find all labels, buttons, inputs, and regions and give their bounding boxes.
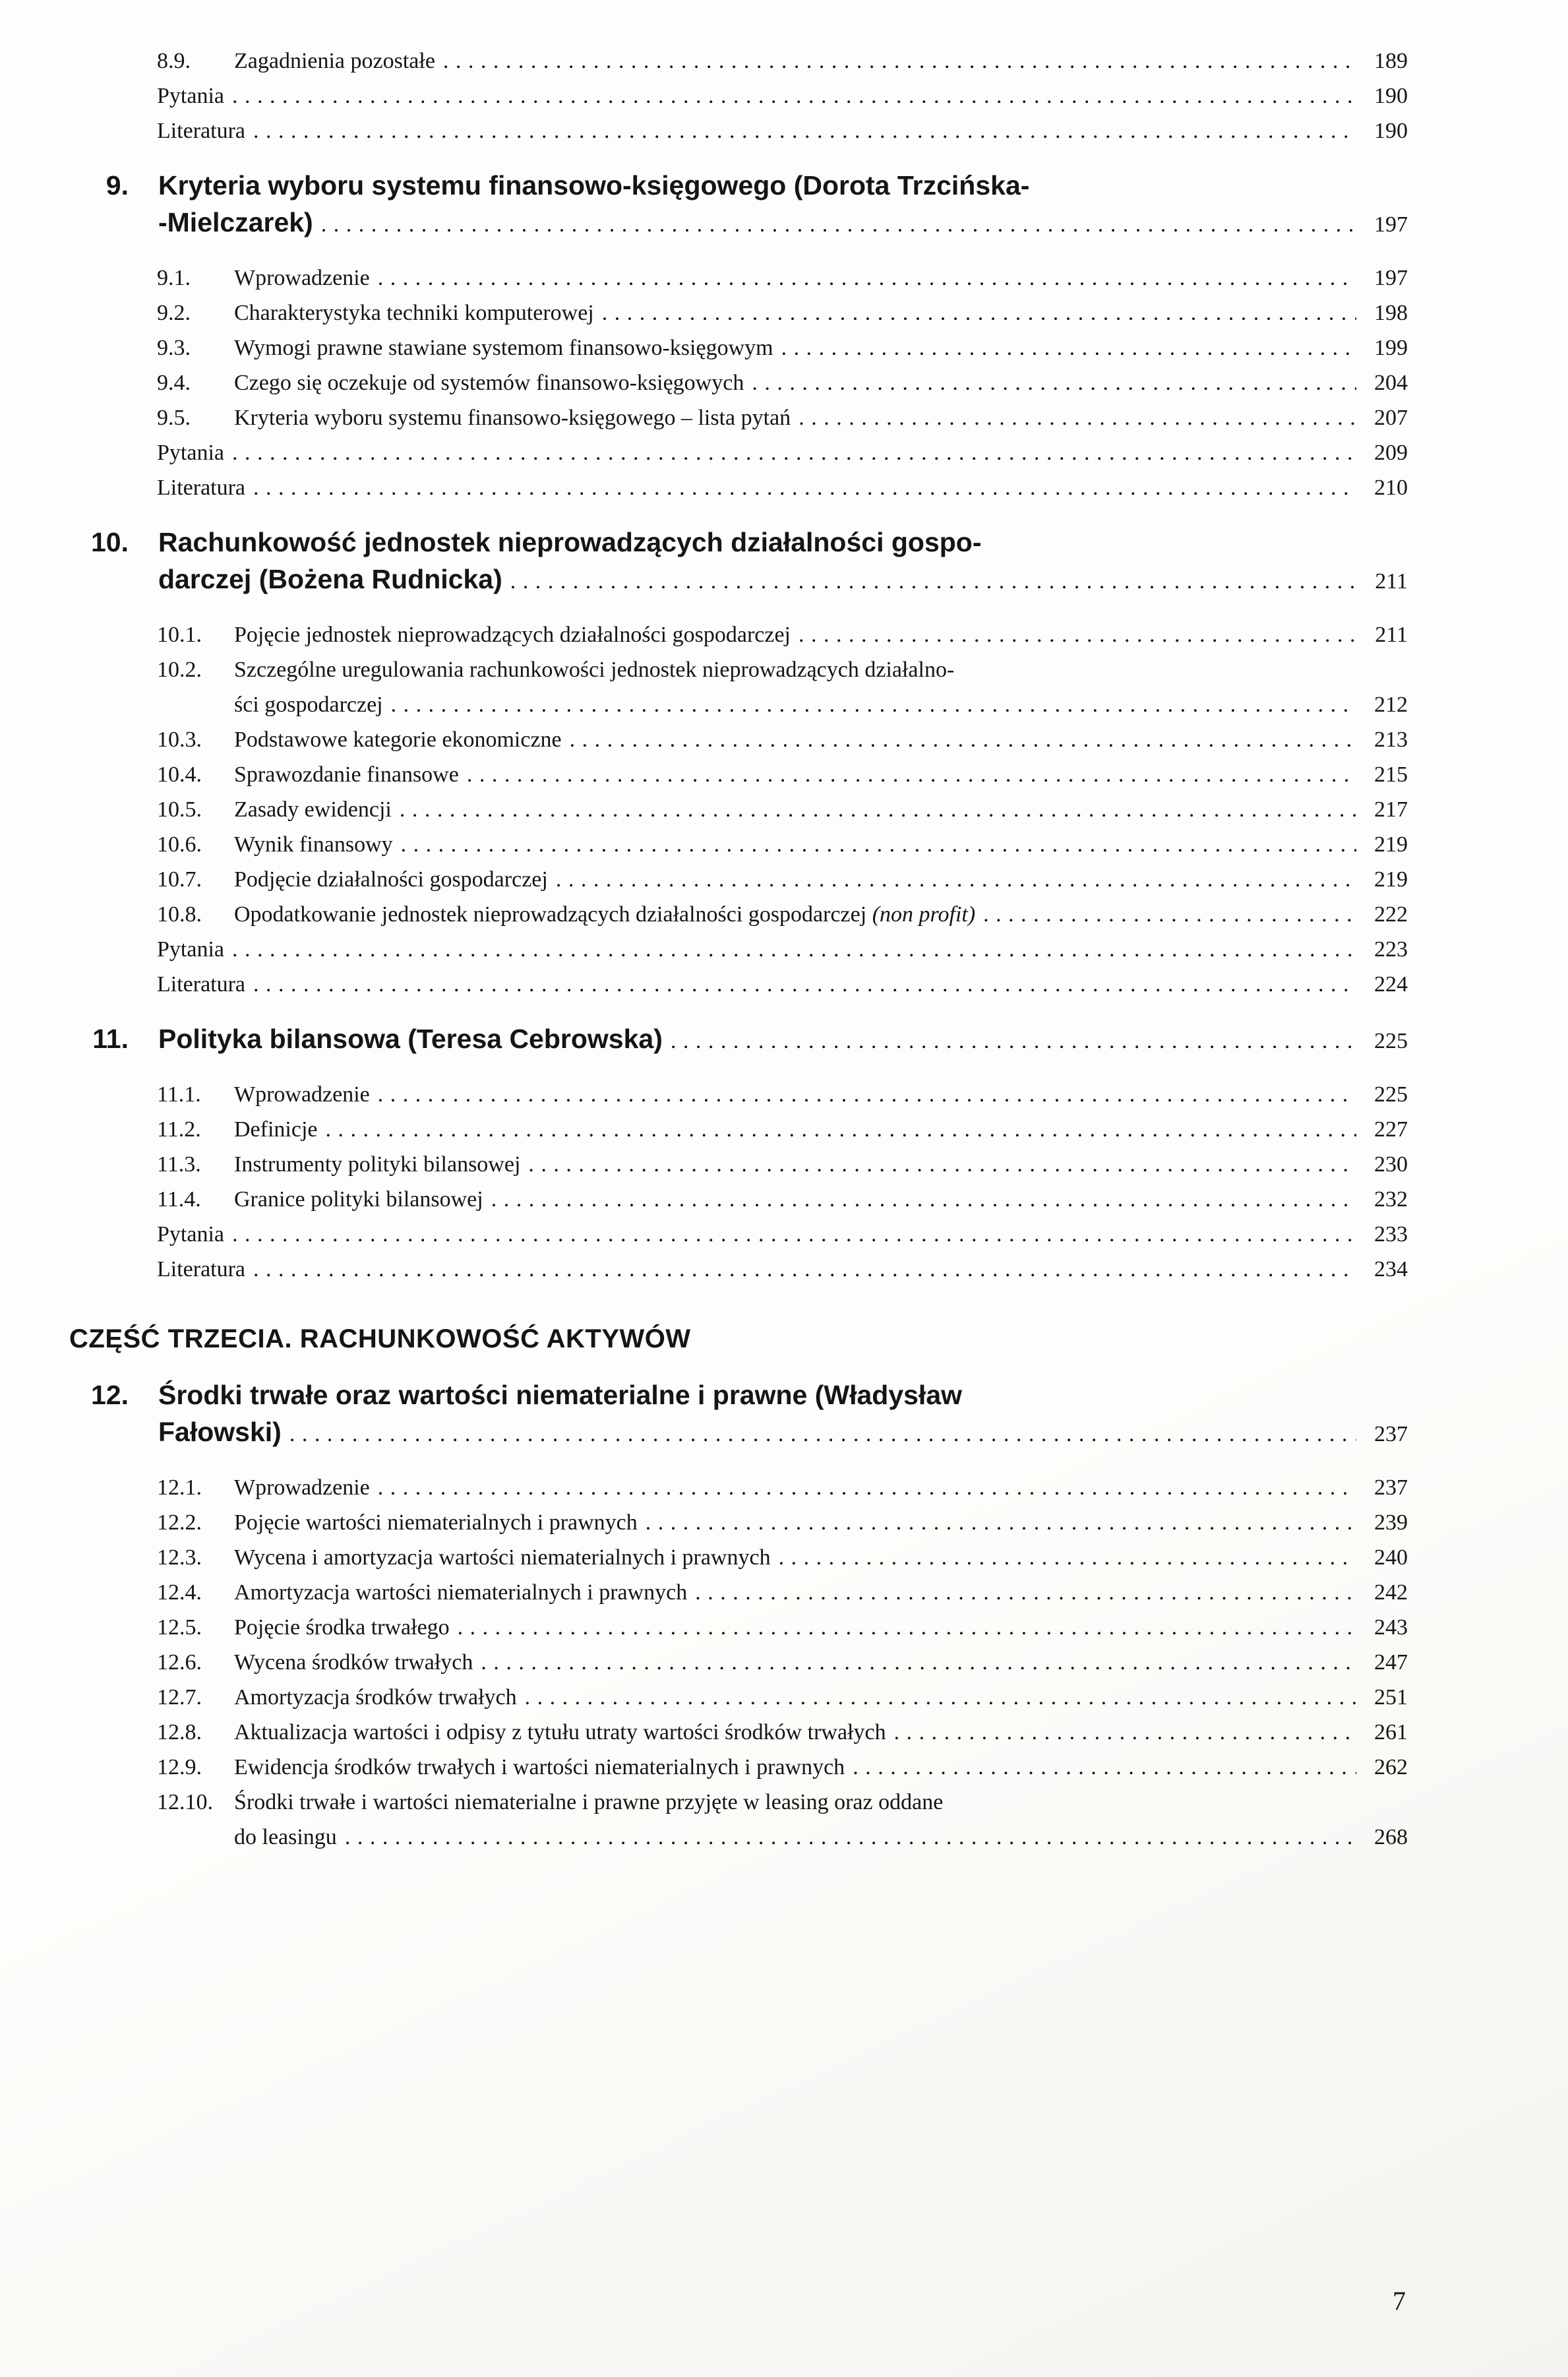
toc-line xyxy=(157,652,1408,687)
entry-title: Pytania xyxy=(157,937,224,962)
entry-page-number: 232 xyxy=(1374,1187,1408,1212)
entry-title: Wprowadzenie xyxy=(234,266,370,290)
entry-page-number: 204 xyxy=(1374,371,1408,395)
entry-title: Kryteria wyboru systemu finansowo-księgowego (Dorota Trzcińska- xyxy=(158,170,1030,201)
entry-title: Wycena środków trwałych xyxy=(234,1650,473,1675)
toc-item-entry xyxy=(157,932,1408,967)
entry-number: 10.5. xyxy=(157,797,202,822)
entry-title: Pojęcie jednostek nieprowadzących działalności gospodarczej xyxy=(234,623,791,647)
toc-line xyxy=(157,1182,1408,1217)
toc-line xyxy=(157,617,1408,652)
entry-page-number: 240 xyxy=(1374,1545,1408,1570)
dot-leader xyxy=(232,932,1356,967)
dot-leader xyxy=(253,113,1356,148)
table-of-contents xyxy=(0,44,1568,1855)
dot-leader xyxy=(481,1645,1356,1680)
entry-title: Kryteria wyboru systemu finansowo-księgowego – lista pytań xyxy=(234,406,791,430)
entry-number: 12. xyxy=(91,1380,129,1410)
toc-chapter-entry xyxy=(69,1020,1408,1060)
entry-title: Środki trwałe oraz wartości niematerialne i prawne (Władysław xyxy=(158,1380,963,1410)
entry-title: Instrumenty polityki bilansowej xyxy=(234,1152,521,1177)
entry-number: 10.3. xyxy=(157,727,202,752)
entry-number: 10.8. xyxy=(157,902,202,927)
entry-title: Zagadnienia pozostałe xyxy=(234,49,435,73)
toc-item-entry xyxy=(157,435,1408,470)
entry-title: ści gospodarczej xyxy=(234,693,383,717)
toc-item-entry xyxy=(157,1785,1408,1855)
entry-title: Literatura xyxy=(157,119,246,143)
entry-number: 10.1. xyxy=(157,623,202,647)
entry-page-number: 199 xyxy=(1374,336,1408,360)
toc-line xyxy=(157,792,1408,827)
entry-page-number: 225 xyxy=(1374,1029,1408,1053)
entry-title: Granice polityki bilansowej xyxy=(234,1187,483,1212)
entry-number: 9.3. xyxy=(157,336,191,360)
toc-chapter-entry xyxy=(69,1376,1408,1453)
dot-leader xyxy=(799,400,1356,435)
dot-leader xyxy=(401,827,1356,862)
dot-leader xyxy=(378,1470,1356,1505)
entry-page-number: 251 xyxy=(1374,1685,1408,1710)
entry-title: Wynik finansowy xyxy=(234,832,393,857)
toc-line xyxy=(69,167,1408,204)
toc-line xyxy=(157,757,1408,792)
toc-item-entry xyxy=(157,1470,1408,1505)
toc-item-entry xyxy=(157,1112,1408,1147)
toc-line xyxy=(157,687,1408,722)
entry-page-number: 207 xyxy=(1374,406,1408,430)
entry-title: Fałowski) xyxy=(158,1417,282,1447)
entry-number: 10. xyxy=(91,527,129,557)
toc-line xyxy=(157,1785,1408,1820)
entry-title: Środki trwałe i wartości niematerialne i prawne przyjęte w leasing oraz oddane xyxy=(234,1790,944,1814)
toc-item-entry xyxy=(157,1505,1408,1540)
dot-leader xyxy=(781,330,1356,365)
dot-leader xyxy=(525,1680,1356,1715)
entry-page-number: 213 xyxy=(1374,727,1408,752)
entry-title: Charakterystyka techniki komputerowej xyxy=(234,301,594,325)
entry-title: Literatura xyxy=(157,1257,246,1281)
toc-item-entry xyxy=(157,897,1408,932)
dot-leader xyxy=(378,261,1356,295)
entry-title: Pytania xyxy=(157,441,224,465)
entry-number: 9.1. xyxy=(157,266,191,290)
entry-page-number: 211 xyxy=(1375,569,1408,594)
toc-line xyxy=(157,722,1408,757)
toc-line xyxy=(69,524,1408,561)
entry-page-number: 268 xyxy=(1374,1825,1408,1849)
toc-line xyxy=(157,295,1408,330)
dot-leader xyxy=(345,1820,1356,1855)
toc-item-entry xyxy=(157,1540,1408,1575)
entry-title: do leasingu xyxy=(234,1825,337,1849)
dot-leader xyxy=(253,1252,1356,1287)
entry-page-number: 211 xyxy=(1375,623,1408,647)
dot-leader xyxy=(232,1217,1356,1252)
dot-leader xyxy=(853,1750,1356,1785)
entry-title: Rachunkowość jednostek nieprowadzących działalności gospo- xyxy=(158,527,982,557)
entry-number: 12.4. xyxy=(157,1580,202,1605)
dot-leader xyxy=(232,78,1356,113)
entry-page-number: 242 xyxy=(1374,1580,1408,1605)
toc-line xyxy=(157,827,1408,862)
dot-leader xyxy=(232,435,1356,470)
entry-title: Wprowadzenie xyxy=(234,1475,370,1500)
entry-title: Podjęcie działalności gospodarczej xyxy=(234,867,548,892)
entry-page-number: 243 xyxy=(1374,1615,1408,1640)
dot-leader xyxy=(779,1540,1356,1575)
toc-line xyxy=(157,897,1408,932)
entry-number: 12.5. xyxy=(157,1615,202,1640)
toc-line xyxy=(69,1020,1408,1060)
toc-line xyxy=(157,1540,1408,1575)
toc-item-entry xyxy=(157,44,1408,78)
toc-item-entry xyxy=(157,862,1408,897)
entry-title: Szczególne uregulowania rachunkowości jednostek nieprowadzących działalno- xyxy=(234,658,955,682)
toc-line xyxy=(157,435,1408,470)
dot-leader xyxy=(253,967,1356,1002)
dot-leader xyxy=(378,1077,1356,1112)
entry-page-number: 189 xyxy=(1374,49,1408,73)
entry-page-number: 247 xyxy=(1374,1650,1408,1675)
toc-item-entry xyxy=(157,792,1408,827)
dot-leader xyxy=(983,897,1356,932)
entry-number: 12.2. xyxy=(157,1510,202,1535)
toc-line xyxy=(69,1413,1408,1453)
entry-number: 10.2. xyxy=(157,658,202,682)
toc-chapter-entry xyxy=(69,167,1408,243)
toc-line xyxy=(69,204,1408,243)
dot-leader xyxy=(326,1112,1357,1147)
entry-number: 9.4. xyxy=(157,371,191,395)
entry-title: Czego się oczekuje od systemów finansowo-księgowych xyxy=(234,371,744,395)
entry-title: Pojęcie wartości niematerialnych i prawnych xyxy=(234,1510,638,1535)
entry-page-number: 224 xyxy=(1374,972,1408,997)
entry-title: Amortyzacja środków trwałych xyxy=(234,1685,517,1710)
toc-line xyxy=(157,1750,1408,1785)
entry-title: Definicje xyxy=(234,1117,318,1142)
toc-chapter-entry xyxy=(69,524,1408,600)
toc-item-entry xyxy=(157,261,1408,295)
toc-item-entry xyxy=(157,330,1408,365)
dot-leader xyxy=(528,1147,1356,1182)
entry-page-number: 190 xyxy=(1374,84,1408,108)
toc-line xyxy=(157,1112,1408,1147)
entry-page-number: 262 xyxy=(1374,1755,1408,1779)
toc-item-entry xyxy=(157,365,1408,400)
entry-title: Podstawowe kategorie ekonomiczne xyxy=(234,727,562,752)
page-number: 7 xyxy=(1393,2286,1406,2316)
toc-line xyxy=(157,1820,1408,1855)
toc-item-entry xyxy=(157,1575,1408,1610)
dot-leader xyxy=(400,792,1356,827)
toc-item-entry xyxy=(157,617,1408,652)
entry-title: Wymogi prawne stawiane systemom finansowo-księgowym xyxy=(234,336,773,360)
entry-title: -Mielczarek) xyxy=(158,207,313,237)
toc-line xyxy=(157,1680,1408,1715)
entry-number: 12.7. xyxy=(157,1685,202,1710)
dot-leader xyxy=(458,1610,1356,1645)
toc-item-entry xyxy=(157,1750,1408,1785)
entry-number: 10.4. xyxy=(157,762,202,787)
toc-item-entry xyxy=(157,295,1408,330)
entry-number: 12.8. xyxy=(157,1720,202,1744)
entry-page-number: 210 xyxy=(1374,476,1408,500)
entry-number: 12.3. xyxy=(157,1545,202,1570)
toc-item-entry xyxy=(157,757,1408,792)
entry-title: Literatura xyxy=(157,972,246,997)
entry-title: Literatura xyxy=(157,476,246,500)
entry-number: 9.2. xyxy=(157,301,191,325)
dot-leader xyxy=(391,687,1356,722)
entry-number: 12.6. xyxy=(157,1650,202,1675)
entry-number: 12.1. xyxy=(157,1475,202,1500)
dot-leader xyxy=(894,1715,1356,1750)
entry-number: 11.4. xyxy=(157,1187,201,1212)
toc-item-entry xyxy=(157,470,1408,505)
toc-part-heading xyxy=(69,1320,1408,1358)
dot-leader xyxy=(253,470,1356,505)
toc-line xyxy=(157,44,1408,78)
toc-line xyxy=(157,470,1408,505)
toc-item-entry xyxy=(157,722,1408,757)
toc-line xyxy=(157,261,1408,295)
entry-number: 11.2. xyxy=(157,1117,201,1142)
dot-leader xyxy=(671,1023,1356,1060)
entry-number: 11.3. xyxy=(157,1152,201,1177)
entry-title: Polityka bilansowa (Teresa Cebrowska) xyxy=(158,1024,663,1054)
toc-item-entry xyxy=(157,827,1408,862)
toc-item-entry xyxy=(157,400,1408,435)
toc-line xyxy=(157,1505,1408,1540)
entry-page-number: 217 xyxy=(1374,797,1408,822)
entry-number: 12.10. xyxy=(157,1790,213,1814)
dot-leader xyxy=(556,862,1356,897)
toc-line xyxy=(157,330,1408,365)
entry-title: Pytania xyxy=(157,84,224,108)
entry-page-number: 197 xyxy=(1374,266,1408,290)
entry-title: Opodatkowanie jednostek nieprowadzących działalności gospodarczej (non profit) xyxy=(234,902,976,927)
toc-line xyxy=(157,1147,1408,1182)
entry-number: 12.9. xyxy=(157,1755,202,1779)
entry-page-number: 212 xyxy=(1374,693,1408,717)
toc-line xyxy=(157,1252,1408,1287)
entry-number: 9.5. xyxy=(157,406,191,430)
entry-title: Wycena i amortyzacja wartości niematerialnych i prawnych xyxy=(234,1545,771,1570)
toc-line xyxy=(157,365,1408,400)
toc-line xyxy=(157,78,1408,113)
toc-line xyxy=(157,1470,1408,1505)
entry-page-number: 219 xyxy=(1374,867,1408,892)
entry-page-number: 222 xyxy=(1374,902,1408,927)
toc-item-entry xyxy=(157,1715,1408,1750)
entry-title: Pytania xyxy=(157,1222,224,1247)
entry-page-number: 197 xyxy=(1374,212,1408,237)
entry-page-number: 237 xyxy=(1374,1475,1408,1500)
entry-number: 11.1. xyxy=(157,1082,201,1107)
toc-line xyxy=(157,1645,1408,1680)
toc-line xyxy=(69,1320,1408,1358)
entry-title: Ewidencja środków trwałych i wartości niematerialnych i prawnych xyxy=(234,1755,845,1779)
toc-item-entry xyxy=(157,652,1408,722)
entry-title: CZĘŚĆ TRZECIA. RACHUNKOWOŚĆ AKTYWÓW xyxy=(69,1324,691,1353)
entry-page-number: 219 xyxy=(1374,832,1408,857)
entry-title: Aktualizacja wartości i odpisy z tytułu utraty wartości środków trwałych xyxy=(234,1720,886,1744)
toc-line xyxy=(157,967,1408,1002)
toc-item-entry xyxy=(157,1610,1408,1645)
entry-page-number: 225 xyxy=(1374,1082,1408,1107)
entry-page-number: 198 xyxy=(1374,301,1408,325)
entry-title: Wprowadzenie xyxy=(234,1082,370,1107)
entry-title: darczej (Bożena Rudnicka) xyxy=(158,564,502,594)
toc-line xyxy=(157,1715,1408,1750)
dot-leader xyxy=(467,757,1356,792)
entry-number: 8.9. xyxy=(157,49,191,73)
toc-line xyxy=(157,1575,1408,1610)
toc-line xyxy=(157,400,1408,435)
toc-line xyxy=(157,1217,1408,1252)
dot-leader xyxy=(321,206,1356,243)
entry-page-number: 233 xyxy=(1374,1222,1408,1247)
dot-leader xyxy=(695,1575,1356,1610)
entry-page-number: 209 xyxy=(1374,441,1408,465)
dot-leader xyxy=(570,722,1356,757)
dot-leader xyxy=(646,1505,1356,1540)
toc-item-entry xyxy=(157,1217,1408,1252)
dot-leader xyxy=(443,44,1356,78)
toc-item-entry xyxy=(157,1182,1408,1217)
entry-page-number: 227 xyxy=(1374,1117,1408,1142)
toc-item-entry xyxy=(157,967,1408,1002)
dot-leader xyxy=(752,365,1356,400)
entry-page-number: 234 xyxy=(1374,1257,1408,1281)
entry-number: 10.6. xyxy=(157,832,202,857)
toc-item-entry xyxy=(157,1147,1408,1182)
entry-page-number: 215 xyxy=(1374,762,1408,787)
toc-line xyxy=(157,113,1408,148)
toc-line xyxy=(69,561,1408,600)
entry-number: 11. xyxy=(92,1024,129,1054)
entry-title: Zasady ewidencji xyxy=(234,797,392,822)
toc-item-entry xyxy=(157,113,1408,148)
entry-number: 9. xyxy=(106,170,129,201)
toc-item-entry xyxy=(157,1252,1408,1287)
entry-page-number: 239 xyxy=(1374,1510,1408,1535)
toc-item-entry xyxy=(157,78,1408,113)
entry-number: 10.7. xyxy=(157,867,202,892)
toc-line xyxy=(157,932,1408,967)
entry-page-number: 223 xyxy=(1374,937,1408,962)
entry-page-number: 261 xyxy=(1374,1720,1408,1744)
dot-leader xyxy=(602,295,1356,330)
toc-item-entry xyxy=(157,1645,1408,1680)
entry-page-number: 230 xyxy=(1374,1152,1408,1177)
entry-title: Sprawozdanie finansowe xyxy=(234,762,459,787)
toc-line xyxy=(69,1376,1408,1413)
toc-line xyxy=(157,1077,1408,1112)
toc-item-entry xyxy=(157,1077,1408,1112)
dot-leader xyxy=(799,617,1356,652)
toc-line xyxy=(157,1610,1408,1645)
dot-leader xyxy=(289,1416,1356,1453)
toc-line xyxy=(157,862,1408,897)
dot-leader xyxy=(491,1182,1356,1217)
entry-title: Amortyzacja wartości niematerialnych i prawnych xyxy=(234,1580,688,1605)
dot-leader xyxy=(510,563,1356,600)
toc-item-entry xyxy=(157,1680,1408,1715)
entry-page-number: 190 xyxy=(1374,119,1408,143)
entry-title-italic: (non profit) xyxy=(866,902,976,927)
entry-title: Pojęcie środka trwałego xyxy=(234,1615,450,1640)
entry-page-number: 237 xyxy=(1374,1422,1408,1446)
